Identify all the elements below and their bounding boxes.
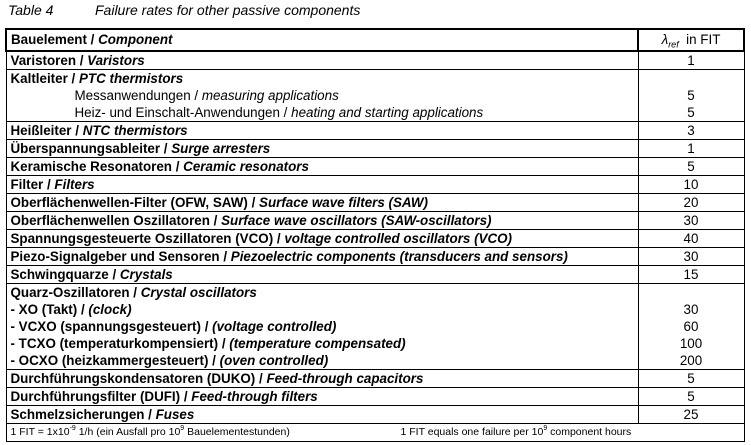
component-cell xyxy=(6,248,638,266)
name-separator: / xyxy=(218,336,230,351)
failure-rate-value: 25 xyxy=(683,407,699,422)
component-name-en: Ceramic resonators xyxy=(183,159,309,174)
header-lambda xyxy=(638,29,744,51)
component-name xyxy=(11,388,634,405)
header-component-en: Component xyxy=(98,32,173,47)
component-name-en: voltage controlled oscillators (VCO) xyxy=(284,231,513,246)
sub-component-name xyxy=(11,87,634,104)
failure-rate-value: 15 xyxy=(683,267,699,282)
component-name xyxy=(11,70,634,87)
component-name xyxy=(11,194,634,211)
component-name xyxy=(11,158,634,175)
component-cell xyxy=(6,140,638,158)
component-name xyxy=(11,266,634,283)
lambda-subscript: ref xyxy=(668,39,679,50)
name-separator: / xyxy=(273,231,285,246)
sub-component-name xyxy=(11,104,634,121)
failure-rate-value: 1 xyxy=(687,53,695,68)
sub-component-de: - OCXO (heizkammergesteuert) xyxy=(10,353,209,368)
component-cell xyxy=(6,158,638,176)
component-name xyxy=(11,52,634,69)
name-separator: / xyxy=(160,141,172,156)
component-name-en: Varistors xyxy=(87,53,145,68)
sub-component-en: (clock) xyxy=(88,302,132,317)
component-name-de: Varistoren xyxy=(10,53,76,68)
table-row xyxy=(6,122,744,140)
header-component-de: Bauelement xyxy=(11,32,87,47)
failure-rate-value: 30 xyxy=(683,249,699,264)
name-separator: / xyxy=(190,88,202,103)
name-separator: / xyxy=(77,302,89,317)
value-cell xyxy=(638,284,744,370)
component-cell xyxy=(6,266,638,284)
component-cell xyxy=(6,176,638,194)
component-name-de: Überspannungsableiter xyxy=(10,141,161,156)
table-row xyxy=(6,248,744,266)
failure-rate-value: 5 xyxy=(687,105,695,120)
sub-component-de: - VCXO (spannungsgesteuert) xyxy=(10,319,201,334)
component-cell xyxy=(6,212,638,230)
component-cell xyxy=(6,194,638,212)
value-cell xyxy=(638,51,744,70)
component-name xyxy=(11,212,634,229)
table-caption xyxy=(8,1,360,19)
sub-component-en: (voltage controlled) xyxy=(212,319,337,334)
value-cell xyxy=(638,212,744,230)
value-spacer xyxy=(643,70,740,87)
name-separator: / xyxy=(208,353,220,368)
component-name-en: Fuses xyxy=(155,407,195,422)
component-name-en: PTC thermistors xyxy=(78,71,184,86)
header-sep: / xyxy=(86,32,99,47)
failure-rate-value: 200 xyxy=(679,353,703,368)
component-cell xyxy=(6,284,638,370)
failure-rate-value: 20 xyxy=(683,195,699,210)
sub-component-en: measuring applications xyxy=(201,88,339,103)
value-cell xyxy=(638,388,744,406)
value-cell xyxy=(638,140,744,158)
table-row xyxy=(6,70,744,122)
value-cell xyxy=(638,158,744,176)
table-row xyxy=(6,230,744,248)
name-separator: / xyxy=(76,53,88,68)
table-row xyxy=(6,212,744,230)
component-cell xyxy=(6,230,638,248)
component-name-de: Spannungsgesteuerte Oszillatoren (VCO) xyxy=(10,231,274,246)
sub-component-en: (oven controlled) xyxy=(219,353,329,368)
sub-component-name xyxy=(11,335,634,352)
name-separator: / xyxy=(71,123,83,138)
component-name-de: Oberflächenwellen-Filter (OFW, SAW) xyxy=(10,195,248,210)
table-row xyxy=(6,266,744,284)
name-separator: / xyxy=(247,195,260,210)
table-row xyxy=(6,51,744,70)
footer-de-exp2: 9 xyxy=(180,425,185,432)
table-row xyxy=(6,406,744,424)
component-cell xyxy=(6,122,638,140)
failure-rate-value: 5 xyxy=(687,88,695,103)
component-name-de: Kaltleiter xyxy=(10,71,68,86)
component-name xyxy=(11,370,634,387)
component-cell xyxy=(6,406,638,424)
footer-de-a: 1 FIT = 1x10 xyxy=(10,426,70,438)
sub-component-name xyxy=(11,352,634,369)
sub-component-de: Messanwendungen xyxy=(74,88,191,103)
name-separator: / xyxy=(144,407,156,422)
component-name-de: Durchführungskondensatoren (DUKO) xyxy=(10,371,256,386)
footer-note xyxy=(6,424,744,442)
sub-component-de: Heiz- und Einschalt-Anwendungen xyxy=(74,105,280,120)
header-component xyxy=(6,29,638,51)
failure-rate-value: 30 xyxy=(683,302,699,317)
footer-note-de xyxy=(11,424,401,441)
value-cell xyxy=(638,176,744,194)
footer-note-en xyxy=(401,426,632,438)
failure-rate-value: 40 xyxy=(683,231,699,246)
component-name xyxy=(11,284,634,301)
sub-component-de: - TCXO (temperaturkompensiert) xyxy=(10,336,219,351)
name-separator: / xyxy=(209,213,222,228)
name-separator: / xyxy=(200,319,213,334)
name-separator: / xyxy=(255,371,267,386)
table-row xyxy=(6,388,744,406)
value-cell xyxy=(638,266,744,284)
failure-rates-table xyxy=(5,28,745,442)
component-name-de: Heißleiter xyxy=(10,123,72,138)
failure-rate-value: 5 xyxy=(687,389,695,404)
component-name-en: Filters xyxy=(54,177,95,192)
name-separator: / xyxy=(129,285,141,300)
table-row xyxy=(6,140,744,158)
footer-en-b: component hours xyxy=(547,426,632,438)
component-name-de: Filter xyxy=(10,177,44,192)
name-separator: / xyxy=(279,105,292,120)
value-cell xyxy=(638,122,744,140)
name-separator: / xyxy=(43,177,55,192)
table-row xyxy=(6,284,744,370)
component-cell xyxy=(6,388,638,406)
component-cell xyxy=(6,51,638,70)
failure-rate-value: 60 xyxy=(683,319,699,334)
component-cell xyxy=(6,70,638,122)
component-name xyxy=(11,122,634,139)
component-name-en: Crystals xyxy=(119,267,173,282)
component-name xyxy=(11,140,634,157)
component-name xyxy=(11,230,634,247)
sub-component-name xyxy=(11,301,634,318)
component-name-en: Feed-through filters xyxy=(191,389,318,404)
value-spacer xyxy=(643,284,740,301)
failure-rate-value: 30 xyxy=(683,213,699,228)
failure-rate-value: 100 xyxy=(679,336,703,351)
lambda-symbol: λ xyxy=(661,32,669,47)
name-separator: / xyxy=(108,267,120,282)
table-row xyxy=(6,194,744,212)
component-name xyxy=(11,406,634,423)
component-name-en: Crystal oscillators xyxy=(140,285,257,300)
component-name xyxy=(11,176,634,193)
component-name-de: Durchführungsfilter (DUFI) xyxy=(10,389,181,404)
component-name-en: NTC thermistors xyxy=(82,123,188,138)
component-name-de: Oberflächenwellen Oszillatoren xyxy=(10,213,210,228)
table-title: Failure rates for other passive components xyxy=(95,2,361,18)
component-name-en: Piezoelectric components (transducers and sensors) xyxy=(230,249,568,264)
component-name-en: Surface wave oscillators (SAW-oscillators) xyxy=(221,213,492,228)
value-cell xyxy=(638,70,744,122)
sub-component-en: (temperature compensated) xyxy=(229,336,406,351)
component-name-de: Schmelzsicherungen xyxy=(10,407,145,422)
table-row xyxy=(6,370,744,388)
failure-rate-value: 5 xyxy=(687,159,695,174)
failure-rate-value: 10 xyxy=(683,177,699,192)
table-header-row xyxy=(6,29,744,51)
table-row xyxy=(6,158,744,176)
component-name-en: Surface wave filters (SAW) xyxy=(259,195,428,210)
value-cell xyxy=(638,194,744,212)
header-unit: in FIT xyxy=(686,32,721,47)
component-name-de: Quarz-Oszillatoren xyxy=(10,285,130,300)
value-cell xyxy=(638,230,744,248)
component-name-de: Piezo-Signalgeber und Sensoren xyxy=(10,249,220,264)
component-cell xyxy=(6,370,638,388)
component-name xyxy=(11,248,634,265)
value-cell xyxy=(638,406,744,424)
footer-en-exp: 9 xyxy=(543,425,548,432)
footer-de-c: Bauelementestunden) xyxy=(184,426,290,438)
footer-de-exp: -9 xyxy=(69,425,76,432)
table-row xyxy=(6,176,744,194)
footer-de-b: 1/h (ein Ausfall pro 10 xyxy=(75,426,181,438)
name-separator: / xyxy=(172,159,184,174)
name-separator: / xyxy=(219,249,231,264)
value-cell xyxy=(638,248,744,266)
component-name-en: Feed-through capacitors xyxy=(266,371,424,386)
component-name-en: Surge arresters xyxy=(171,141,271,156)
table-number: Table 4 xyxy=(8,2,54,18)
failure-rate-value: 5 xyxy=(687,371,695,386)
value-cell xyxy=(638,370,744,388)
name-separator: / xyxy=(180,389,192,404)
footer-en-a: 1 FIT equals one failure per 10 xyxy=(400,426,544,438)
sub-component-en: heating and starting applications xyxy=(291,105,484,120)
component-name-de: Keramische Resonatoren xyxy=(10,159,172,174)
failure-rate-value: 1 xyxy=(687,141,695,156)
component-name-de: Schwingquarze xyxy=(10,267,109,282)
sub-component-de: - XO (Takt) xyxy=(10,302,78,317)
sub-component-name xyxy=(11,318,634,335)
name-separator: / xyxy=(67,71,79,86)
failure-rate-value: 3 xyxy=(687,123,695,138)
table-footer-row xyxy=(6,424,744,442)
